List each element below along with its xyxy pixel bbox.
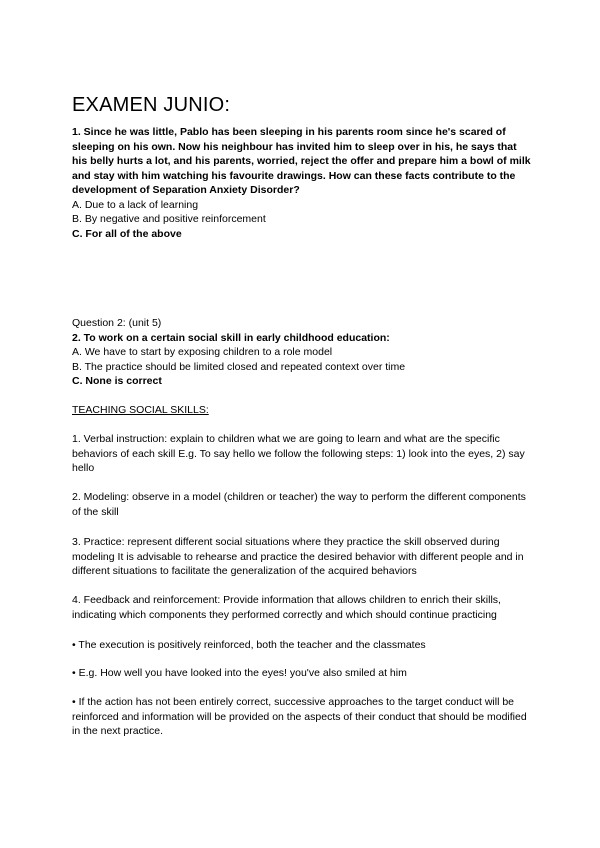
question-2-heading: Question 2: (unit 5)	[72, 317, 162, 329]
page-title: EXAMEN JUNIO:	[72, 94, 231, 116]
teaching-item-1: 1. Verbal instruction: explain to children what we are going to learn and what are the specific behaviors of each skill E.g. To say hello we follow the following steps: 1) look into the eyes, 2) say hello	[72, 433, 525, 474]
teaching-bullet-1: • The execution is positively reinforced, both the teacher and the classmates	[72, 639, 426, 651]
question-1-text: 1. Since he was little, Pablo has been sleeping in his parents room since he's scared of sleeping on his own. Now his neighbour has invited him to sleep over in his, he says that his belly hurts a lot, and his parents, worried, reject the offer and prepare him a bowl of milk and stay with him watching his favourite drawings. How can these facts contribute to the development of Separation Anxiety Disorder?	[72, 126, 531, 196]
teaching-item-3: 3. Practice: represent different social situations where they practice the skill observed during modeling It is advisable to rehearse and practice the desired behavior with different people and in different situations to facilitate the generalization of the acquired behaviors	[72, 536, 524, 577]
teaching-heading: TEACHING SOCIAL SKILLS:	[72, 404, 209, 416]
question-2-text: 2. To work on a certain social skill in early childhood education:	[72, 331, 390, 344]
question-2	[72, 316, 532, 389]
question-2-option-a: A. We have to start by exposing children to a role model	[72, 346, 333, 358]
teaching-item-2: 2. Modeling: observe in a model (children or teacher) the way to perform the different components of the skill	[72, 491, 526, 518]
question-1-option-a: A. Due to a lack of learning	[72, 198, 199, 211]
question-2-option-c: C. None is correct	[72, 375, 162, 387]
teaching-bullet-2: • E.g. How well you have looked into the eyes! you've also smiled at him	[72, 667, 407, 679]
question-1	[72, 125, 532, 241]
teaching-item-4: 4. Feedback and reinforcement: Provide information that allows children to enrich their skills, indicating which components they performed correctly and which should continue practicing	[72, 594, 501, 621]
teaching-bullet-3: • If the action has not been entirely correct, successive approaches to the target conduct will be reinforced and information will be provided on the aspects of their conduct that should be modified in the next practice.	[72, 696, 527, 737]
question-1-option-c: C. For all of the above	[72, 227, 182, 240]
question-1-option-b: B. By negative and positive reinforcement	[72, 213, 266, 225]
question-2-option-b: B. The practice should be limited closed and repeated context over time	[72, 360, 406, 373]
